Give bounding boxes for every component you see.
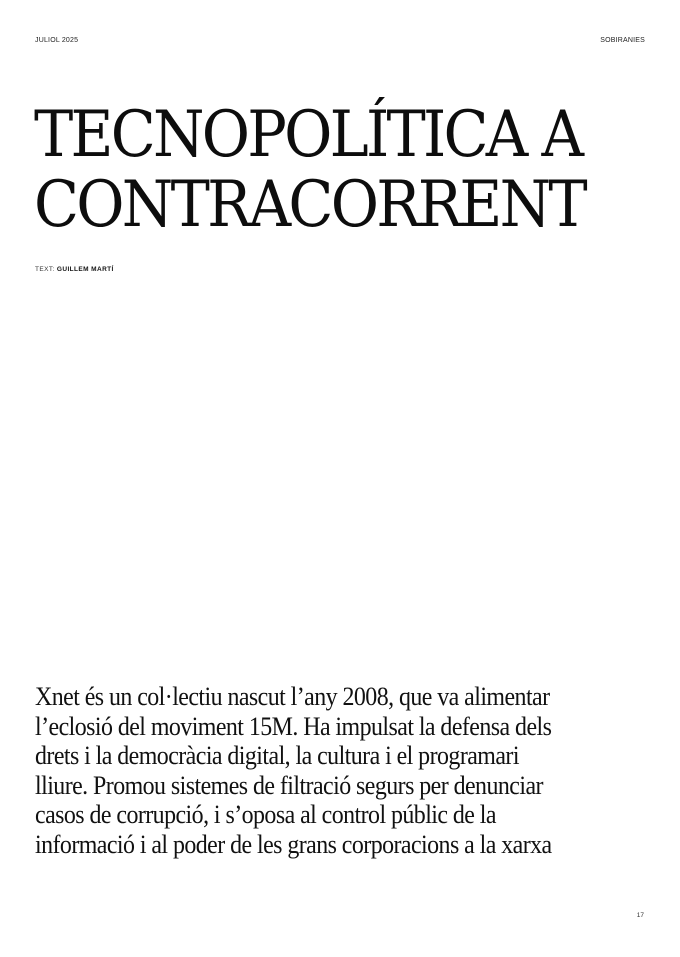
intro-line: l’eclosió del moviment 15M. Ha impulsat la defensa dels bbox=[35, 711, 552, 741]
article-title-line: CONTRACORRENT bbox=[34, 168, 585, 242]
article-title-line: TECNOPOLÍTICA A bbox=[34, 98, 582, 172]
credit-label: TEXT: bbox=[35, 266, 55, 273]
intro-line: lliure. Promou sistemes de filtració segurs per denunciar bbox=[35, 770, 543, 800]
page-number: 17 bbox=[636, 912, 644, 919]
author-name: GUILLEM MARTÍ bbox=[56, 266, 114, 273]
issue-date: JULIOL 2025 bbox=[35, 37, 79, 44]
article-intro bbox=[35, 682, 624, 859]
intro-line: Xnet és un col·lectiu nascut l’any 2008, que va alimentar bbox=[35, 682, 550, 711]
intro-line: casos de corrupció, i s’oposa al control públic de la bbox=[35, 800, 496, 829]
author-credit bbox=[35, 266, 114, 273]
section-name: SOBIRANIES bbox=[600, 37, 645, 44]
intro-line: drets i la democràcia digital, la cultura i el programari bbox=[35, 741, 519, 770]
intro-line: informació i al poder de les grans corporacions a la xarxa bbox=[35, 829, 552, 859]
article-title bbox=[34, 100, 604, 240]
